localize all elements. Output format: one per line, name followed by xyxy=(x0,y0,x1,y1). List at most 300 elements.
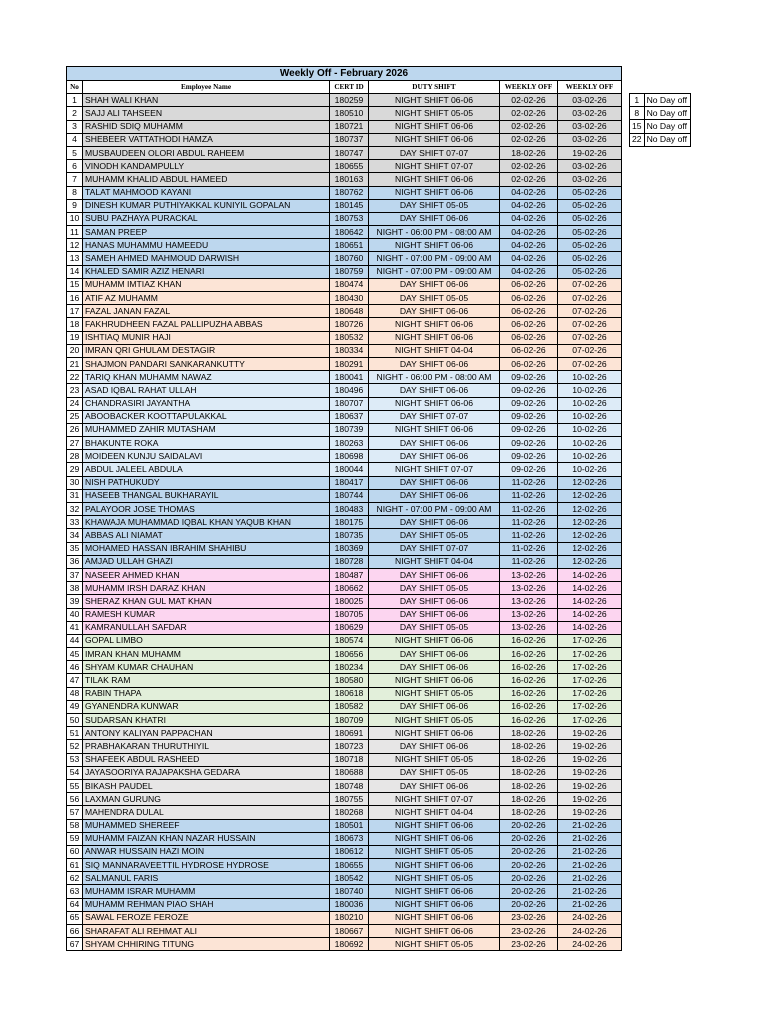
table-row xyxy=(67,476,622,489)
row-number: 59 xyxy=(67,832,83,845)
header-weekly-off-2: WEEKLY OFF xyxy=(558,81,622,94)
weekly-off-1: 02-02-26 xyxy=(500,173,558,186)
row-number: 1 xyxy=(67,94,83,107)
weekly-off-2: 17-02-26 xyxy=(558,634,622,647)
weekly-off-1: 11-02-26 xyxy=(500,542,558,555)
weekly-off-2: 07-02-26 xyxy=(558,344,622,357)
weekly-off-2: 17-02-26 xyxy=(558,714,622,727)
employee-name: SHAJMON PANDARI SANKARANKUTTY xyxy=(83,357,330,370)
cert-id: 180629 xyxy=(330,621,369,634)
weekly-off-1: 04-02-26 xyxy=(500,199,558,212)
table-row xyxy=(67,423,622,436)
employee-name: ANTONY KALIYAN PAPPACHAN xyxy=(83,727,330,740)
duty-shift: NIGHT SHIFT 06-06 xyxy=(369,318,500,331)
weekly-off-1: 11-02-26 xyxy=(500,503,558,516)
weekly-off-1: 18-02-26 xyxy=(500,740,558,753)
weekly-off-1: 13-02-26 xyxy=(500,582,558,595)
row-number: 60 xyxy=(67,845,83,858)
duty-shift: NIGHT SHIFT 07-07 xyxy=(369,793,500,806)
table-row xyxy=(67,344,622,357)
duty-shift: DAY SHIFT 06-06 xyxy=(369,212,500,225)
cert-id: 180748 xyxy=(330,779,369,792)
employee-name: NASEER AHMED KHAN xyxy=(83,568,330,581)
weekly-off-1: 04-02-26 xyxy=(500,212,558,225)
weekly-off-1: 18-02-26 xyxy=(500,727,558,740)
table-row xyxy=(67,199,622,212)
duty-shift: DAY SHIFT 06-06 xyxy=(369,305,500,318)
cert-id: 180655 xyxy=(330,160,369,173)
cert-id: 180036 xyxy=(330,898,369,911)
duty-shift: DAY SHIFT 05-05 xyxy=(369,766,500,779)
cert-id: 180025 xyxy=(330,595,369,608)
weekly-off-2: 12-02-26 xyxy=(558,555,622,568)
weekly-off-1: 06-02-26 xyxy=(500,305,558,318)
weekly-off-2: 21-02-26 xyxy=(558,885,622,898)
duty-shift: DAY SHIFT 06-06 xyxy=(369,740,500,753)
weekly-off-2: 24-02-26 xyxy=(558,925,622,938)
side-row xyxy=(630,120,691,133)
duty-shift: DAY SHIFT 06-06 xyxy=(369,357,500,370)
no-day-off-label: No Day off xyxy=(644,120,690,133)
employee-name: MOHAMED HASSAN IBRAHIM SHAHIBU xyxy=(83,542,330,555)
table-row xyxy=(67,700,622,713)
duty-shift: NIGHT SHIFT 05-05 xyxy=(369,714,500,727)
table-row xyxy=(67,371,622,384)
row-number: 55 xyxy=(67,779,83,792)
table-row xyxy=(67,186,622,199)
employee-name: BHAKUNTE ROKA xyxy=(83,437,330,450)
cert-id: 180753 xyxy=(330,212,369,225)
cert-id: 180688 xyxy=(330,766,369,779)
weekly-off-2: 10-02-26 xyxy=(558,450,622,463)
table-row xyxy=(67,793,622,806)
weekly-off-1: 13-02-26 xyxy=(500,608,558,621)
employee-name: RAMESH KUMAR xyxy=(83,608,330,621)
day-number: 1 xyxy=(630,94,645,107)
duty-shift: NIGHT SHIFT 06-06 xyxy=(369,133,500,146)
header-employee-name: Employee Name xyxy=(83,81,330,94)
table-row xyxy=(67,384,622,397)
employee-name: SAWAL FEROZE FEROZE xyxy=(83,911,330,924)
employee-name: CHANDRASIRI JAYANTHA xyxy=(83,397,330,410)
weekly-off-2: 24-02-26 xyxy=(558,938,622,951)
employee-name: IMRAN KHAN MUHAMM xyxy=(83,648,330,661)
table-row xyxy=(67,582,622,595)
weekly-off-2: 07-02-26 xyxy=(558,292,622,305)
duty-shift: DAY SHIFT 05-05 xyxy=(369,199,500,212)
table-row xyxy=(67,806,622,819)
cert-id: 180656 xyxy=(330,648,369,661)
table-row xyxy=(67,621,622,634)
cert-id: 180430 xyxy=(330,292,369,305)
weekly-off-2: 10-02-26 xyxy=(558,423,622,436)
row-number: 46 xyxy=(67,661,83,674)
weekly-off-1: 13-02-26 xyxy=(500,568,558,581)
weekly-off-1: 23-02-26 xyxy=(500,911,558,924)
row-number: 6 xyxy=(67,160,83,173)
employee-name: NISH PATHUKUDY xyxy=(83,476,330,489)
weekly-off-1: 09-02-26 xyxy=(500,423,558,436)
weekly-off-1: 11-02-26 xyxy=(500,516,558,529)
cert-id: 180735 xyxy=(330,529,369,542)
weekly-off-1: 06-02-26 xyxy=(500,344,558,357)
row-number: 29 xyxy=(67,463,83,476)
cert-id: 180259 xyxy=(330,94,369,107)
employee-name: IMRAN QRI GHULAM DESTAGIR xyxy=(83,344,330,357)
weekly-off-2: 14-02-26 xyxy=(558,621,622,634)
weekly-off-2: 19-02-26 xyxy=(558,753,622,766)
day-number: 22 xyxy=(630,133,645,146)
table-row xyxy=(67,503,622,516)
employee-name: FAZAL JANAN FAZAL xyxy=(83,305,330,318)
duty-shift: NIGHT SHIFT 05-05 xyxy=(369,872,500,885)
weekly-off-2: 21-02-26 xyxy=(558,832,622,845)
cert-id: 180691 xyxy=(330,727,369,740)
table-row xyxy=(67,661,622,674)
weekly-off-1: 20-02-26 xyxy=(500,885,558,898)
employee-name: MUHAMM IRSH DARAZ KHAN xyxy=(83,582,330,595)
employee-name: AMJAD ULLAH GHAZI xyxy=(83,555,330,568)
row-number: 45 xyxy=(67,648,83,661)
row-number: 50 xyxy=(67,714,83,727)
weekly-off-1: 11-02-26 xyxy=(500,489,558,502)
weekly-off-2: 21-02-26 xyxy=(558,859,622,872)
table-row xyxy=(67,133,622,146)
duty-shift: DAY SHIFT 06-06 xyxy=(369,608,500,621)
weekly-off-1: 02-02-26 xyxy=(500,160,558,173)
weekly-off-2: 10-02-26 xyxy=(558,371,622,384)
cert-id: 180637 xyxy=(330,410,369,423)
weekly-off-1: 09-02-26 xyxy=(500,463,558,476)
cert-id: 180369 xyxy=(330,542,369,555)
weekly-off-1: 02-02-26 xyxy=(500,107,558,120)
row-number: 10 xyxy=(67,212,83,225)
duty-shift: DAY SHIFT 06-06 xyxy=(369,278,500,291)
duty-shift: DAY SHIFT 05-05 xyxy=(369,292,500,305)
duty-shift: NIGHT - 06:00 PM - 08:00 AM xyxy=(369,226,500,239)
weekly-off-1: 11-02-26 xyxy=(500,476,558,489)
weekly-off-2: 10-02-26 xyxy=(558,397,622,410)
row-number: 25 xyxy=(67,410,83,423)
table-row xyxy=(67,911,622,924)
employee-name: SAMEH AHMED MAHMOUD DARWISH xyxy=(83,252,330,265)
cert-id: 180163 xyxy=(330,173,369,186)
sheet-title: Weekly Off - February 2026 xyxy=(67,67,622,81)
employee-name: ANWAR HUSSAIN HAZI MOIN xyxy=(83,845,330,858)
employee-name: SHERAZ KHAN GUL MAT KHAN xyxy=(83,595,330,608)
employee-name: SAMAN PREEP xyxy=(83,226,330,239)
table-row xyxy=(67,173,622,186)
table-row xyxy=(67,516,622,529)
table-row xyxy=(67,529,622,542)
duty-shift: DAY SHIFT 06-06 xyxy=(369,384,500,397)
row-number: 34 xyxy=(67,529,83,542)
weekly-off-2: 19-02-26 xyxy=(558,766,622,779)
table-row xyxy=(67,450,622,463)
weekly-off-1: 16-02-26 xyxy=(500,661,558,674)
table-row xyxy=(67,766,622,779)
cert-id: 180145 xyxy=(330,199,369,212)
employee-name: TARIQ KHAN MUHAMM NAWAZ xyxy=(83,371,330,384)
row-number: 15 xyxy=(67,278,83,291)
table-row xyxy=(67,265,622,278)
weekly-off-2: 12-02-26 xyxy=(558,542,622,555)
duty-shift: DAY SHIFT 05-05 xyxy=(369,582,500,595)
table-row xyxy=(67,714,622,727)
duty-shift: NIGHT SHIFT 05-05 xyxy=(369,845,500,858)
duty-shift: DAY SHIFT 07-07 xyxy=(369,542,500,555)
cert-id: 180532 xyxy=(330,331,369,344)
weekly-off-1: 23-02-26 xyxy=(500,925,558,938)
duty-shift: NIGHT SHIFT 04-04 xyxy=(369,344,500,357)
cert-id: 180648 xyxy=(330,305,369,318)
no-day-off-label: No Day off xyxy=(644,133,690,146)
weekly-off-2: 14-02-26 xyxy=(558,595,622,608)
weekly-off-2: 03-02-26 xyxy=(558,160,622,173)
table-row xyxy=(67,94,622,107)
weekly-off-2: 10-02-26 xyxy=(558,463,622,476)
cert-id: 180747 xyxy=(330,146,369,159)
duty-shift: NIGHT SHIFT 07-07 xyxy=(369,160,500,173)
employee-name: PALAYOOR JOSE THOMAS xyxy=(83,503,330,516)
weekly-off-2: 24-02-26 xyxy=(558,911,622,924)
table-row xyxy=(67,397,622,410)
duty-shift: NIGHT SHIFT 06-06 xyxy=(369,634,500,647)
table-row xyxy=(67,239,622,252)
weekly-off-2: 19-02-26 xyxy=(558,740,622,753)
duty-shift: DAY SHIFT 06-06 xyxy=(369,437,500,450)
row-number: 14 xyxy=(67,265,83,278)
row-number: 3 xyxy=(67,120,83,133)
weekly-off-2: 12-02-26 xyxy=(558,503,622,516)
header-weekly-off-1: WEEKLY OFF xyxy=(500,81,558,94)
row-number: 48 xyxy=(67,687,83,700)
weekly-off-1: 20-02-26 xyxy=(500,832,558,845)
employee-name: LAXMAN GURUNG xyxy=(83,793,330,806)
cert-id: 180291 xyxy=(330,357,369,370)
duty-shift: NIGHT SHIFT 06-06 xyxy=(369,832,500,845)
weekly-off-1: 04-02-26 xyxy=(500,239,558,252)
weekly-off-1: 09-02-26 xyxy=(500,397,558,410)
row-number: 41 xyxy=(67,621,83,634)
weekly-off-1: 11-02-26 xyxy=(500,555,558,568)
table-row xyxy=(67,753,622,766)
employee-name: SUDARSAN KHATRI xyxy=(83,714,330,727)
employee-name: SHEBEER VATTATHODI HAMZA xyxy=(83,133,330,146)
table-row xyxy=(67,357,622,370)
weekly-off-2: 19-02-26 xyxy=(558,727,622,740)
row-number: 54 xyxy=(67,766,83,779)
table-row xyxy=(67,305,622,318)
cert-id: 180618 xyxy=(330,687,369,700)
cert-id: 180744 xyxy=(330,489,369,502)
duty-shift: NIGHT SHIFT 05-05 xyxy=(369,687,500,700)
row-number: 53 xyxy=(67,753,83,766)
duty-shift: NIGHT SHIFT 06-06 xyxy=(369,331,500,344)
table-row xyxy=(67,727,622,740)
weekly-off-1: 04-02-26 xyxy=(500,265,558,278)
weekly-off-1: 16-02-26 xyxy=(500,674,558,687)
weekly-off-2: 07-02-26 xyxy=(558,305,622,318)
row-number: 22 xyxy=(67,371,83,384)
weekly-off-1: 13-02-26 xyxy=(500,621,558,634)
weekly-off-2: 05-02-26 xyxy=(558,239,622,252)
cert-id: 180580 xyxy=(330,674,369,687)
weekly-off-1: 11-02-26 xyxy=(500,529,558,542)
weekly-off-1: 16-02-26 xyxy=(500,700,558,713)
duty-shift: NIGHT SHIFT 05-05 xyxy=(369,753,500,766)
table-row xyxy=(67,410,622,423)
employee-name: SHYAM KUMAR CHAUHAN xyxy=(83,661,330,674)
table-row xyxy=(67,898,622,911)
row-number: 24 xyxy=(67,397,83,410)
row-number: 36 xyxy=(67,555,83,568)
weekly-off-2: 05-02-26 xyxy=(558,226,622,239)
cert-id: 180483 xyxy=(330,503,369,516)
employee-name: SUBU PAZHAYA PURACKAL xyxy=(83,212,330,225)
weekly-off-2: 03-02-26 xyxy=(558,133,622,146)
duty-shift: NIGHT SHIFT 06-06 xyxy=(369,911,500,924)
weekly-off-2: 14-02-26 xyxy=(558,582,622,595)
weekly-off-1: 20-02-26 xyxy=(500,845,558,858)
duty-shift: DAY SHIFT 06-06 xyxy=(369,489,500,502)
table-row xyxy=(67,278,622,291)
duty-shift: NIGHT SHIFT 06-06 xyxy=(369,94,500,107)
weekly-off-1: 09-02-26 xyxy=(500,437,558,450)
duty-shift: NIGHT SHIFT 06-06 xyxy=(369,397,500,410)
duty-shift: NIGHT SHIFT 05-05 xyxy=(369,107,500,120)
weekly-off-2: 14-02-26 xyxy=(558,568,622,581)
employee-name: SALMANUL FARIS xyxy=(83,872,330,885)
cert-id: 180728 xyxy=(330,555,369,568)
weekly-off-2: 19-02-26 xyxy=(558,779,622,792)
employee-name: JAYASOORIYA RAJAPAKSHA GEDARA xyxy=(83,766,330,779)
side-row xyxy=(630,107,691,120)
duty-shift: DAY SHIFT 06-06 xyxy=(369,648,500,661)
employee-name: TALAT MAHMOOD KAYANI xyxy=(83,186,330,199)
weekly-off-2: 10-02-26 xyxy=(558,437,622,450)
cert-id: 180755 xyxy=(330,793,369,806)
employee-name: MUHAMM KHALID ABDUL HAMEED xyxy=(83,173,330,186)
employee-name: MUHAMMED SHEREEF xyxy=(83,819,330,832)
row-number: 12 xyxy=(67,239,83,252)
weekly-off-1: 02-02-26 xyxy=(500,133,558,146)
row-number: 28 xyxy=(67,450,83,463)
cert-id: 180510 xyxy=(330,107,369,120)
row-number: 35 xyxy=(67,542,83,555)
weekly-off-1: 18-02-26 xyxy=(500,779,558,792)
weekly-off-2: 14-02-26 xyxy=(558,608,622,621)
duty-shift: NIGHT SHIFT 06-06 xyxy=(369,727,500,740)
weekly-off-2: 12-02-26 xyxy=(558,516,622,529)
side-row xyxy=(630,133,691,146)
row-number: 19 xyxy=(67,331,83,344)
table-row xyxy=(67,938,622,951)
employee-name: GOPAL LIMBO xyxy=(83,634,330,647)
row-number: 17 xyxy=(67,305,83,318)
employee-name: MAHENDRA DULAL xyxy=(83,806,330,819)
weekly-off-1: 06-02-26 xyxy=(500,292,558,305)
row-number: 31 xyxy=(67,489,83,502)
table-row xyxy=(67,634,622,647)
cert-id: 180501 xyxy=(330,819,369,832)
no-day-off-table xyxy=(629,93,691,147)
weekly-off-2: 10-02-26 xyxy=(558,410,622,423)
row-number: 62 xyxy=(67,872,83,885)
weekly-off-1: 16-02-26 xyxy=(500,634,558,647)
employee-name: SHAH WALI KHAN xyxy=(83,94,330,107)
row-number: 52 xyxy=(67,740,83,753)
row-number: 18 xyxy=(67,318,83,331)
weekly-off-2: 21-02-26 xyxy=(558,819,622,832)
weekly-off-1: 06-02-26 xyxy=(500,357,558,370)
row-number: 61 xyxy=(67,859,83,872)
table-row xyxy=(67,832,622,845)
row-number: 47 xyxy=(67,674,83,687)
table-row xyxy=(67,160,622,173)
cert-id: 180542 xyxy=(330,872,369,885)
header-duty-shift: DUTY SHIFT xyxy=(369,81,500,94)
duty-shift: DAY SHIFT 06-06 xyxy=(369,516,500,529)
employee-name: KHALED SAMIR AZIZ HENARI xyxy=(83,265,330,278)
duty-shift: DAY SHIFT 05-05 xyxy=(369,529,500,542)
weekly-off-1: 06-02-26 xyxy=(500,278,558,291)
weekly-off-1: 18-02-26 xyxy=(500,146,558,159)
weekly-off-2: 12-02-26 xyxy=(558,489,622,502)
cert-id: 180698 xyxy=(330,450,369,463)
employee-name: FAKHRUDHEEN FAZAL PALLIPUZHA ABBAS xyxy=(83,318,330,331)
cert-id: 180651 xyxy=(330,239,369,252)
duty-shift: NIGHT - 07:00 PM - 09:00 AM xyxy=(369,265,500,278)
cert-id: 180175 xyxy=(330,516,369,529)
duty-shift: NIGHT SHIFT 06-06 xyxy=(369,885,500,898)
weekly-off-1: 09-02-26 xyxy=(500,450,558,463)
weekly-off-2: 07-02-26 xyxy=(558,278,622,291)
duty-shift: NIGHT SHIFT 06-06 xyxy=(369,819,500,832)
weekly-off-1: 09-02-26 xyxy=(500,371,558,384)
row-number: 21 xyxy=(67,357,83,370)
duty-shift: DAY SHIFT 06-06 xyxy=(369,476,500,489)
employee-name: MOIDEEN KUNJU SAIDALAVI xyxy=(83,450,330,463)
employee-name: KHAWAJA MUHAMMAD IQBAL KHAN YAQUB KHAN xyxy=(83,516,330,529)
employee-name: RABIN THAPA xyxy=(83,687,330,700)
table-row xyxy=(67,819,622,832)
weekly-off-2: 07-02-26 xyxy=(558,357,622,370)
table-row xyxy=(67,120,622,133)
weekly-off-2: 17-02-26 xyxy=(558,674,622,687)
row-number: 44 xyxy=(67,634,83,647)
weekly-off-2: 21-02-26 xyxy=(558,845,622,858)
row-number: 66 xyxy=(67,925,83,938)
table-row xyxy=(67,845,622,858)
duty-shift: DAY SHIFT 06-06 xyxy=(369,568,500,581)
table-row xyxy=(67,555,622,568)
weekly-off-1: 04-02-26 xyxy=(500,226,558,239)
row-number: 5 xyxy=(67,146,83,159)
weekly-off-2: 10-02-26 xyxy=(558,384,622,397)
employee-name: ABDUL JALEEL ABDULA xyxy=(83,463,330,476)
employee-name: ASAD IQBAL RAHAT ULLAH xyxy=(83,384,330,397)
side-table-body xyxy=(630,94,691,147)
weekly-off-2: 21-02-26 xyxy=(558,872,622,885)
weekly-off-2: 17-02-26 xyxy=(558,661,622,674)
duty-shift: NIGHT SHIFT 06-06 xyxy=(369,859,500,872)
weekly-off-1: 20-02-26 xyxy=(500,859,558,872)
weekly-off-1: 06-02-26 xyxy=(500,318,558,331)
row-number: 32 xyxy=(67,503,83,516)
cert-id: 180692 xyxy=(330,938,369,951)
employee-name: RASHID SDIQ MUHAMM xyxy=(83,120,330,133)
